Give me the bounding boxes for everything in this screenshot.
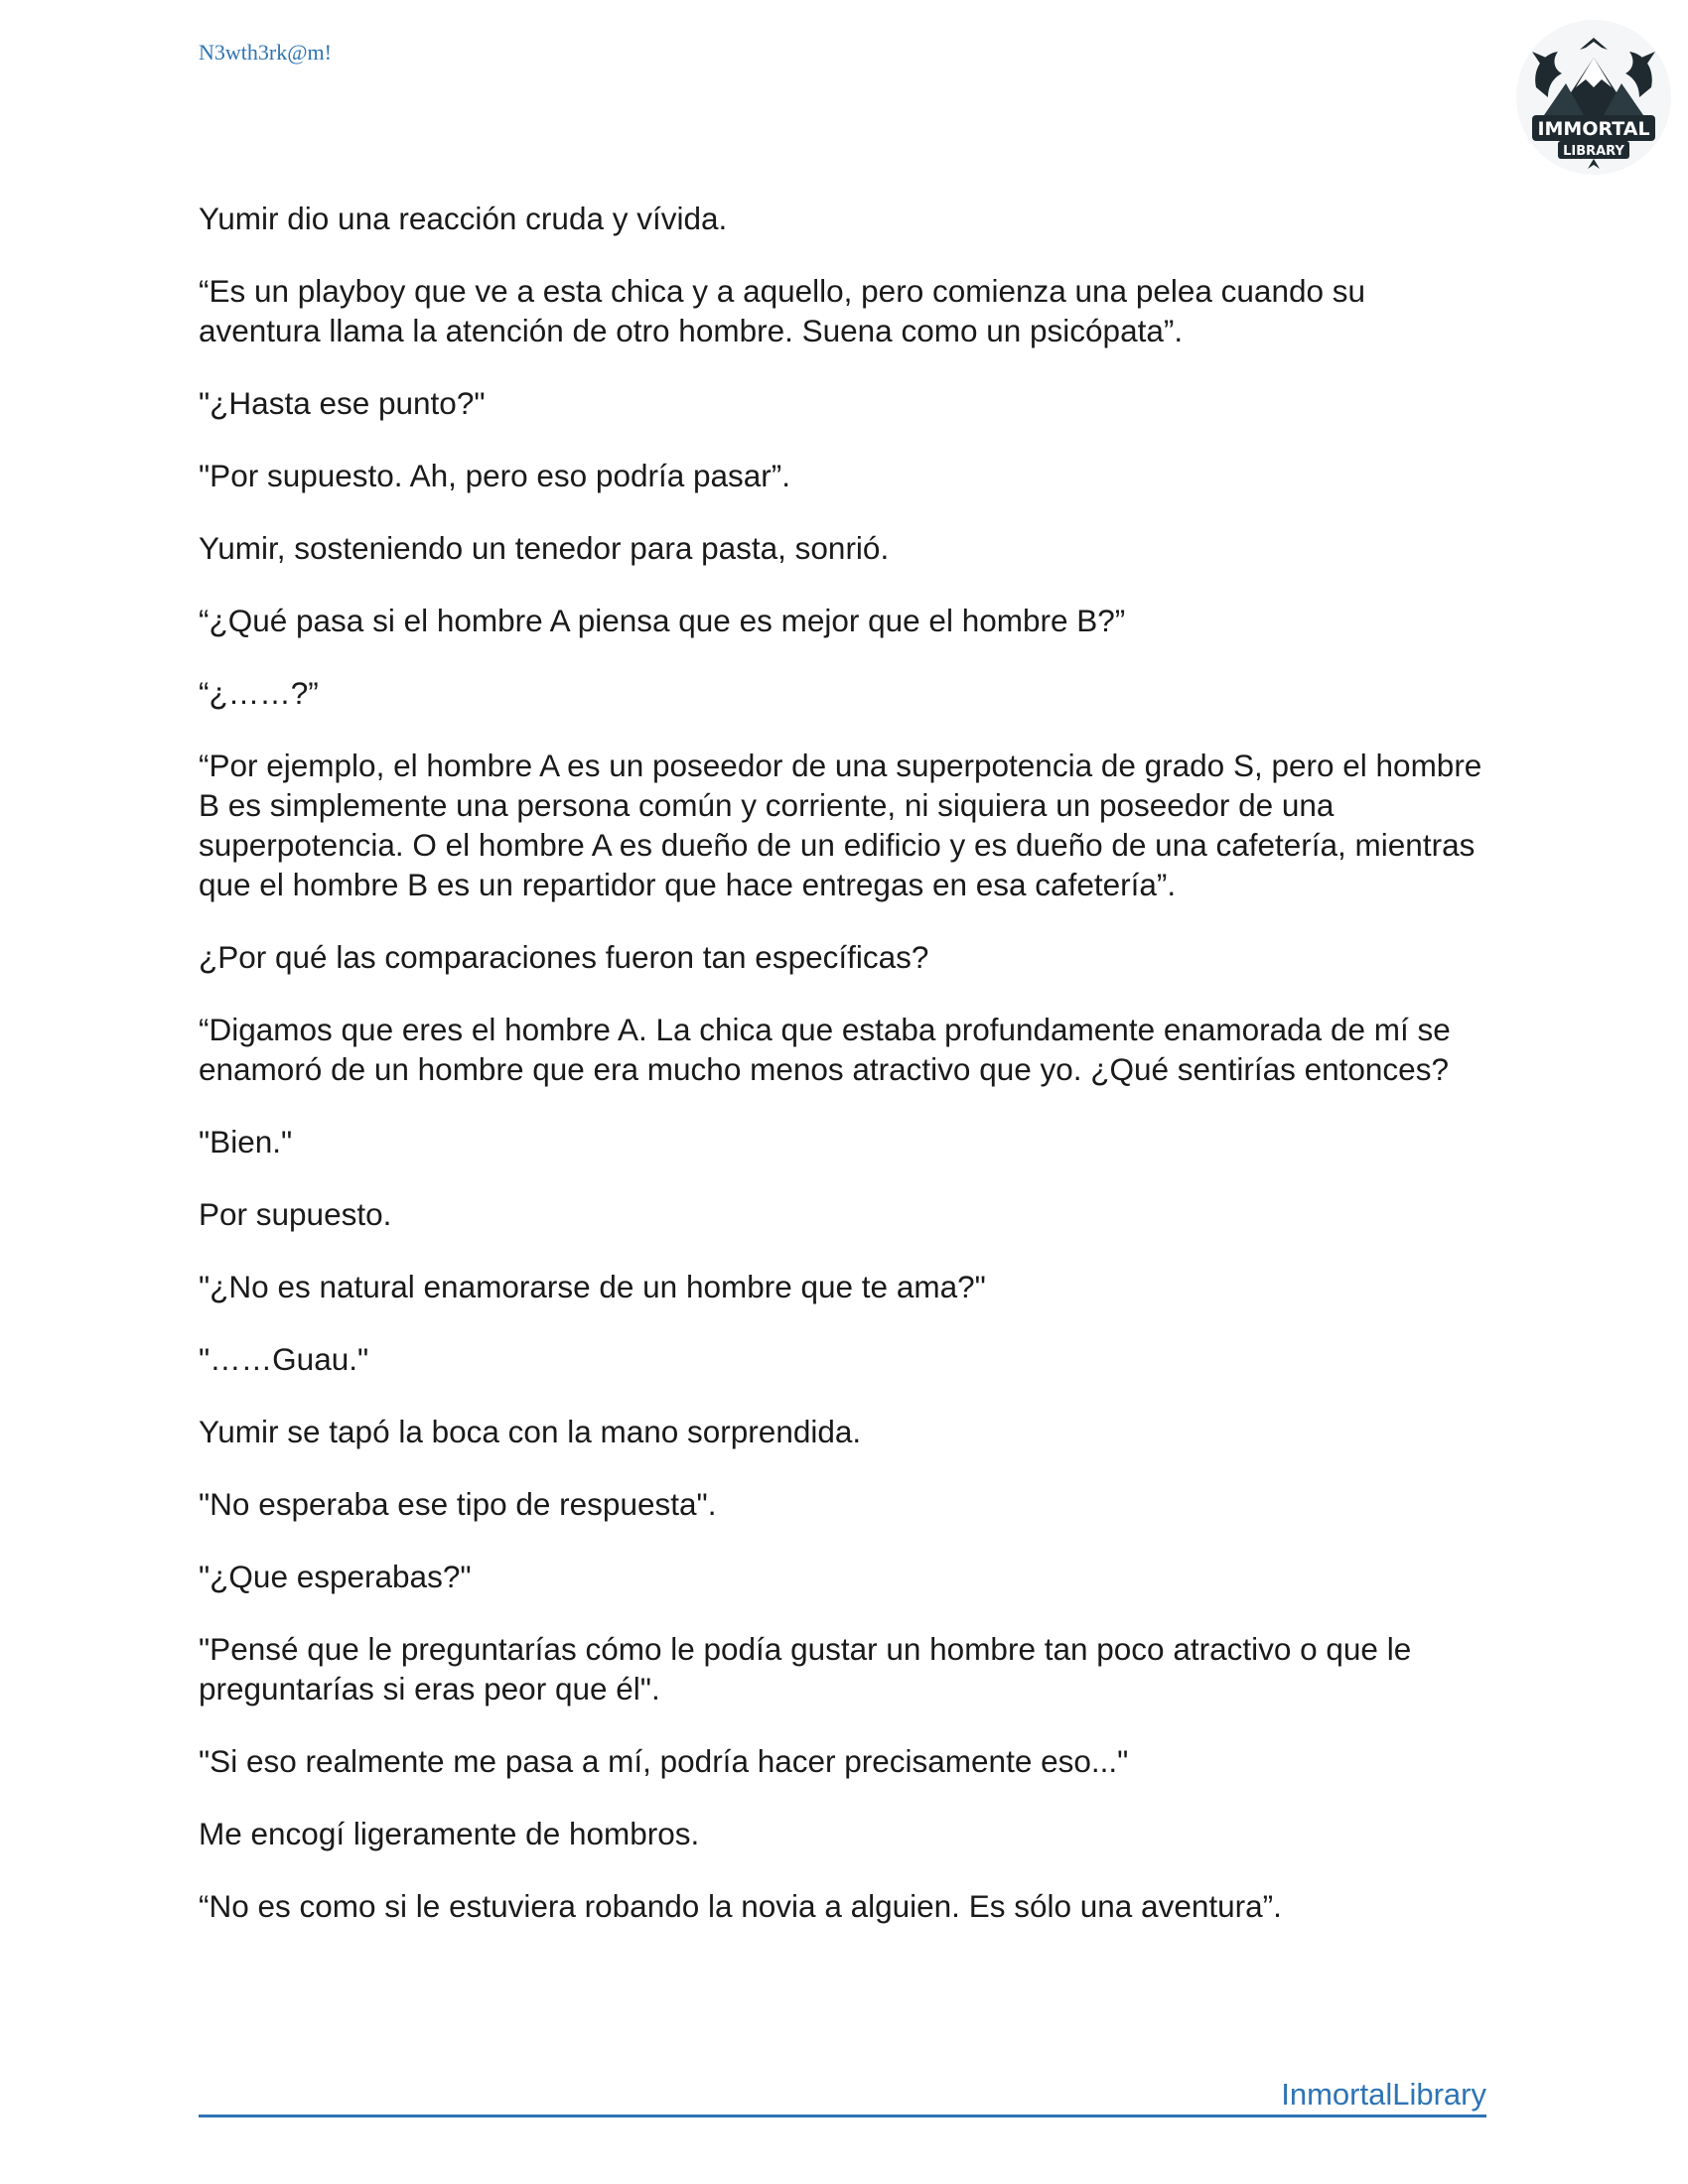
paragraph: "Bien." xyxy=(199,1124,293,1160)
paragraph: Yumir se tapó la boca con la mano sorprendida. xyxy=(199,1414,862,1449)
logo-line1: IMMORTAL xyxy=(1537,118,1650,140)
paragraph: “Es un playboy que ve a esta chica y a aquello, pero comienza una pelea cuando su aventura llama la atención de otro hombre. Suena como un psicópata”. xyxy=(199,273,1366,348)
paragraph: Yumir dio una reacción cruda y vívida. xyxy=(199,201,728,236)
paragraph: “¿……?” xyxy=(199,675,319,711)
paragraph: “Por ejemplo, el hombre A es un poseedor de una superpotencia de grado S, pero el hombre B es simplemente una persona común y corriente, ni siquiera un poseedor de una superpotencia. O el hombre A es dueño de un edificio y es dueño de una cafetería, mientras que el hombre B es un repartidor que hace entregas en esa cafetería”. xyxy=(199,748,1482,902)
chapter-body xyxy=(199,199,1489,1959)
header-watermark: N3wth3rk@m! xyxy=(199,40,332,65)
paragraph: "¿Hasta ese punto?" xyxy=(199,385,486,421)
paragraph: Yumir, sosteniendo un tenedor para pasta, sonrió. xyxy=(199,530,890,566)
paragraph: "Pensé que le preguntarías cómo le podía gustar un hombre tan poco atractivo o que le preguntarías si eras peor que él". xyxy=(199,1631,1412,1706)
paragraph: “No es como si le estuviera robando la novia a alguien. Es sólo una aventura”. xyxy=(199,1888,1282,1924)
footer-rule xyxy=(199,2073,1486,2117)
logo-line2: LIBRARY xyxy=(1563,144,1624,159)
paragraph: ¿Por qué las comparaciones fueron tan específicas? xyxy=(199,939,929,975)
paragraph: “¿Qué pasa si el hombre A piensa que es mejor que el hombre B?” xyxy=(199,603,1126,638)
paragraph: "¿No es natural enamorarse de un hombre que te ama?" xyxy=(199,1269,986,1304)
footer-library-link[interactable]: InmortalLibrary xyxy=(1281,2077,1486,2112)
paragraph: "……Guau." xyxy=(199,1341,369,1377)
paragraph: "No esperaba ese tipo de respuesta". xyxy=(199,1486,717,1522)
paragraph: “Digamos que eres el hombre A. La chica que estaba profundamente enamorada de mí se enamoró de un hombre que era mucho menos atractivo que yo. ¿Qué sentirías entonces? xyxy=(199,1012,1451,1087)
paragraph: "¿Que esperabas?" xyxy=(199,1559,472,1594)
immortal-library-logo-icon xyxy=(1514,18,1673,177)
paragraph: "Por supuesto. Ah, pero eso podría pasar”. xyxy=(199,458,791,493)
paragraph: Por supuesto. xyxy=(199,1196,392,1232)
paragraph: "Si eso realmente me pasa a mí, podría hacer precisamente eso..." xyxy=(199,1743,1129,1779)
paragraph: Me encogí ligeramente de hombros. xyxy=(199,1816,700,1851)
